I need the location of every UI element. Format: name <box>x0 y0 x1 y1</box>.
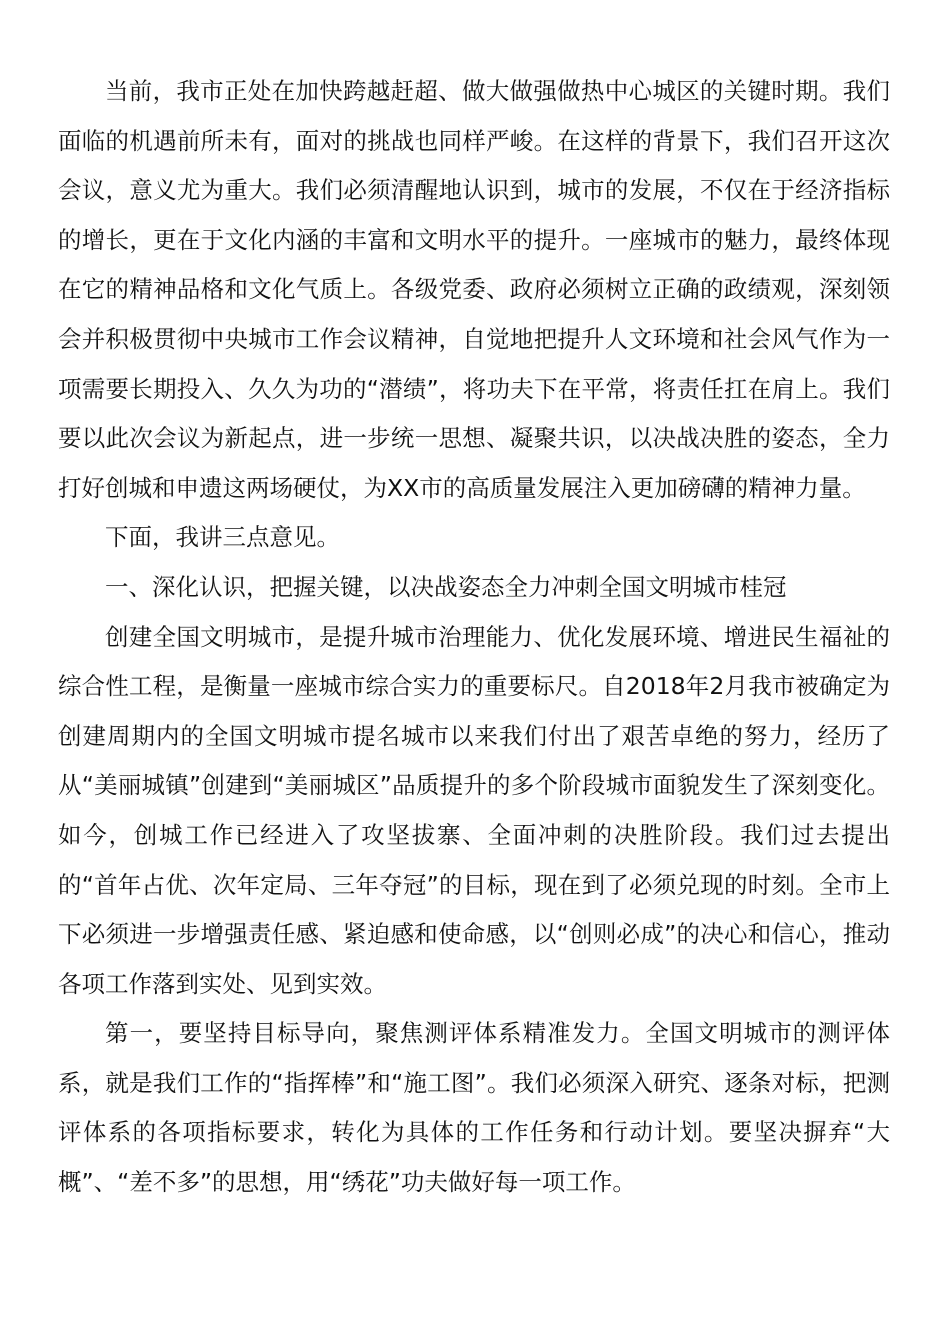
paragraph-first-point: 第一，要坚持目标导向，聚焦测评体系精准发力。全国文明城市的测评体系，就是我们工作的“指挥棒”和“施工图”。我们必须深入研究、逐条对标，把测评体系的各项指标要求，转化为具体的工作任务和行动计划。要坚决摒弃“大概”、“差不多”的思想，用“绣花”功夫做好每一项工作。 <box>58 1019 890 1197</box>
document-page <box>58 67 890 1208</box>
paragraph-intro: 当前，我市正处在加快跨越赶超、做大做强做热中心城区的关键时期。我们面临的机遇前所未有，面对的挑战也同样严峻。在这样的背景下，我们召开这次会议，意义尤为重大。我们必须清醒地认识到，城市的发展，不仅在于经济指标的增长，更在于文化内涵的丰富和文明水平的提升。一座城市的魅力，最终体现在它的精神品格和文化气质上。各级党委、政府必须树立正确的政绩观，深刻领会并积极贯彻中央城市工作会议精神，自觉地把提升人文环境和社会风气作为一项需要长期投入、久久为功的“潜绩”，将功夫下在平常，将责任扛在肩上。我们要以此次会议为新起点，进一步统一思想、凝聚共识，以决战决胜的姿态，全力打好创城和申遗这两场硬仗，为XX市的高质量发展注入更加磅礴的精神力量。 <box>58 77 890 502</box>
section-heading-1: 一、深化认识，把握关键，以决战姿态全力冲刺全国文明城市桂冠 <box>105 572 787 601</box>
paragraph-civilized-city: 创建全国文明城市，是提升城市治理能力、优化发展环境、增进民生福祉的综合性工程，是衡量一座城市综合实力的重要标尺。自2018年2月我市被确定为创建周期内的全国文明城市提名城市以来我们付出了艰苦卓绝的努力，经历了从“美丽城镇”创建到“美丽城区”品质提升的多个阶段城市面貌发生了深刻变化。如今，创城工作已经进入了攻坚拔寨、全面冲刺的决胜阶段。我们过去提出的“首年占优、次年定局、三年夺冠”的目标，现在到了必须兑现的时刻。全市上下必须进一步增强责任感、紧迫感和使命感，以“创则必成”的决心和信心，推动各项工作落到实处、见到实效。 <box>58 622 890 998</box>
paragraph-three-points: 下面，我讲三点意见。 <box>105 523 340 552</box>
